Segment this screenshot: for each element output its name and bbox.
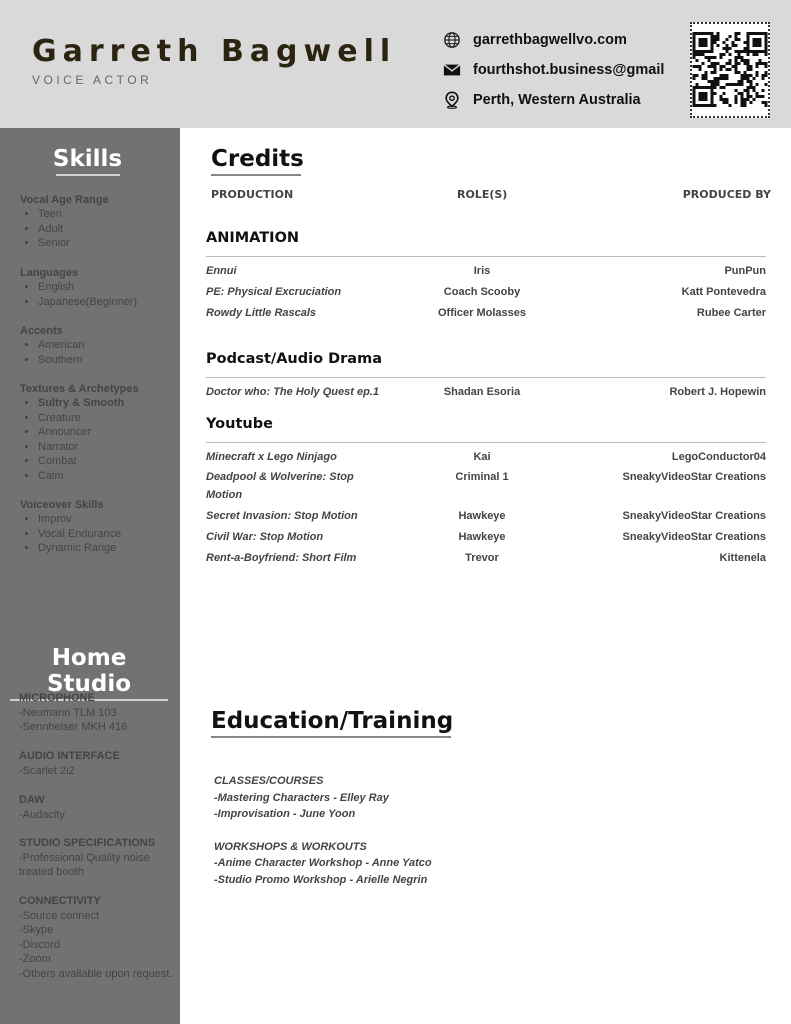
skill-group-textures [20, 382, 170, 483]
contact-website-text: garrethbagwellvo.com [473, 32, 627, 48]
skill-group-title: Languages [20, 267, 79, 279]
contact-email-text: fourthshot.business@gmail [473, 62, 665, 78]
studio-line: -Neumann TLM 103 [19, 706, 117, 719]
contact-website[interactable] [443, 31, 627, 49]
sidebar [0, 128, 180, 1024]
skill-item: • Improv [38, 512, 170, 527]
qr-code [690, 22, 770, 118]
skill-item: • Senior [38, 236, 170, 251]
skill-group-accents [20, 324, 170, 367]
studio-audio-interface [19, 749, 174, 778]
credit-role: Iris [473, 265, 491, 277]
credit-role: Shadan Esoria [443, 386, 521, 398]
header-band [0, 0, 791, 128]
credit-production: Deadpool & Wolverine: Stop Motion [206, 471, 354, 501]
credit-producer: SneakyVideoStar Creations [622, 471, 766, 483]
education-title-text: Education/Training [211, 708, 454, 734]
skill-item: • Teen [38, 207, 170, 222]
section-divider [206, 442, 766, 443]
section-youtube: Youtube [206, 416, 273, 432]
skills-title-underline [56, 174, 120, 176]
credit-role: Kai [473, 451, 491, 463]
skills-title-text: Skills [52, 146, 123, 172]
studio-line: -Audacity [19, 808, 65, 821]
credit-role: Officer Molasses [437, 307, 527, 319]
credit-production: Secret Invasion: Stop Motion [206, 510, 358, 522]
education-title [211, 708, 453, 738]
studio-daw [19, 793, 174, 822]
section-animation: ANIMATION [206, 230, 300, 246]
studio-line: -Skype [19, 924, 54, 936]
credit-production: Doctor who: The Holy Quest ep.1 [206, 386, 379, 398]
column-header-production: PRODUCTION [211, 188, 294, 201]
skill-item: • English [38, 280, 170, 295]
section-podcast: Podcast/Audio Drama [206, 351, 382, 367]
credit-producer: LegoConductor04 [671, 451, 766, 463]
workshop-item: -Anime Character Workshop - Anne Yatco [214, 857, 432, 869]
credit-producer: SneakyVideoStar Creations [622, 531, 766, 543]
skill-item: • Dynamic Range [38, 541, 170, 556]
credit-production: Civil War: Stop Motion [206, 531, 324, 543]
skill-item: • American [38, 338, 170, 353]
credit-production: PE: Physical Excruciation [206, 286, 342, 298]
skill-item: • Vocal Endurance [38, 527, 170, 542]
credit-production: Rent-a-Boyfriend: Short Film [206, 552, 357, 564]
credit-producer: Robert J. Hopewin [669, 386, 766, 398]
globe-icon [443, 31, 461, 49]
skill-item: • Calm [38, 469, 170, 484]
skill-group-voiceover [20, 498, 170, 556]
studio-line: -Sennheiser MKH 416 [19, 721, 128, 733]
studio-line: -Professional Quality noise treated booth [19, 851, 150, 878]
studio-line: -Source connect [19, 909, 100, 922]
workshop-item: -Studio Promo Workshop - Arielle Negrin [214, 873, 428, 886]
studio-title: AUDIO INTERFACE [19, 750, 120, 762]
skill-item: • Announcer [38, 425, 170, 440]
skill-item: • Southern [38, 353, 170, 368]
credit-production: Rowdy Little Rascals [206, 307, 317, 319]
credit-role: Hawkeye [458, 531, 506, 543]
home-studio-title-text: Home Studio [46, 645, 132, 697]
skill-item: • Narrator [38, 440, 170, 455]
spacer [214, 823, 432, 839]
skill-item: • Japanese(Beginner) [38, 295, 170, 310]
credits-title [211, 146, 304, 176]
credit-role: Criminal 1 [455, 471, 509, 483]
credit-producer: PunPun [724, 265, 766, 277]
skills-title [50, 146, 125, 176]
person-name: Garreth Bagwell [32, 34, 397, 69]
credits-title-text: Credits [211, 146, 304, 172]
credit-role: Trevor [465, 552, 499, 564]
envelope-icon [443, 61, 461, 79]
credit-production: Ennui [206, 265, 237, 277]
contact-location [443, 91, 641, 109]
skill-group-title: Voiceover Skills [20, 499, 104, 511]
credit-production: Minecraft x Lego Ninjago [206, 451, 337, 463]
section-divider [206, 377, 766, 378]
class-item: -Mastering Characters - Elley Ray [214, 791, 389, 804]
studio-microphone [19, 691, 174, 735]
credit-producer: SneakyVideoStar Creations [622, 510, 766, 522]
skill-group-age [20, 193, 170, 251]
education-title-underline [211, 736, 451, 738]
column-header-produced-by: PRODUCED BY [682, 188, 771, 201]
studio-line: -Others available upon request. [19, 967, 173, 980]
skill-group-title: Vocal Age Range [20, 194, 109, 206]
credit-role: Coach Scooby [443, 286, 521, 298]
location-pin-icon [443, 91, 461, 109]
skill-group-title: Textures & Archetypes [20, 383, 139, 395]
class-item: -Improvisation - June Yoon [214, 808, 356, 820]
credit-producer: Katt Pontevedra [681, 286, 766, 298]
studio-title: MICROPHONE [19, 692, 95, 704]
skill-group-title: Accents [20, 325, 63, 337]
skill-item: • Combat [38, 454, 170, 469]
credit-role: Hawkeye [458, 510, 506, 522]
skill-group-languages [20, 266, 170, 309]
studio-title: CONNECTIVITY [19, 895, 101, 907]
contact-location-text: Perth, Western Australia [473, 92, 641, 108]
studio-specifications [19, 836, 174, 880]
section-divider [206, 256, 766, 257]
skill-item: • Adult [38, 222, 170, 237]
credits-title-underline [211, 174, 301, 176]
job-title: VOICE ACTOR [32, 73, 153, 87]
studio-title: DAW [19, 794, 45, 806]
studio-line: -Zoom [19, 953, 51, 965]
credit-producer: Kittenela [719, 552, 766, 564]
skill-item: • Sultry & Smooth [38, 396, 170, 411]
contact-email[interactable] [443, 61, 664, 79]
studio-title: STUDIO SPECIFICATIONS [19, 837, 156, 849]
column-header-roles: ROLE(S) [457, 188, 508, 201]
studio-connectivity [19, 894, 174, 981]
workshops-title: WORKSHOPS & WORKOUTS [214, 840, 367, 853]
education-list [214, 773, 432, 888]
credit-producer: Rubee Carter [696, 307, 766, 319]
studio-line: -Scarlet 2i2 [19, 764, 75, 777]
skill-item: • Creature [38, 411, 170, 426]
classes-title: CLASSES/COURSES [214, 775, 324, 787]
studio-line: -Discord [19, 938, 60, 951]
